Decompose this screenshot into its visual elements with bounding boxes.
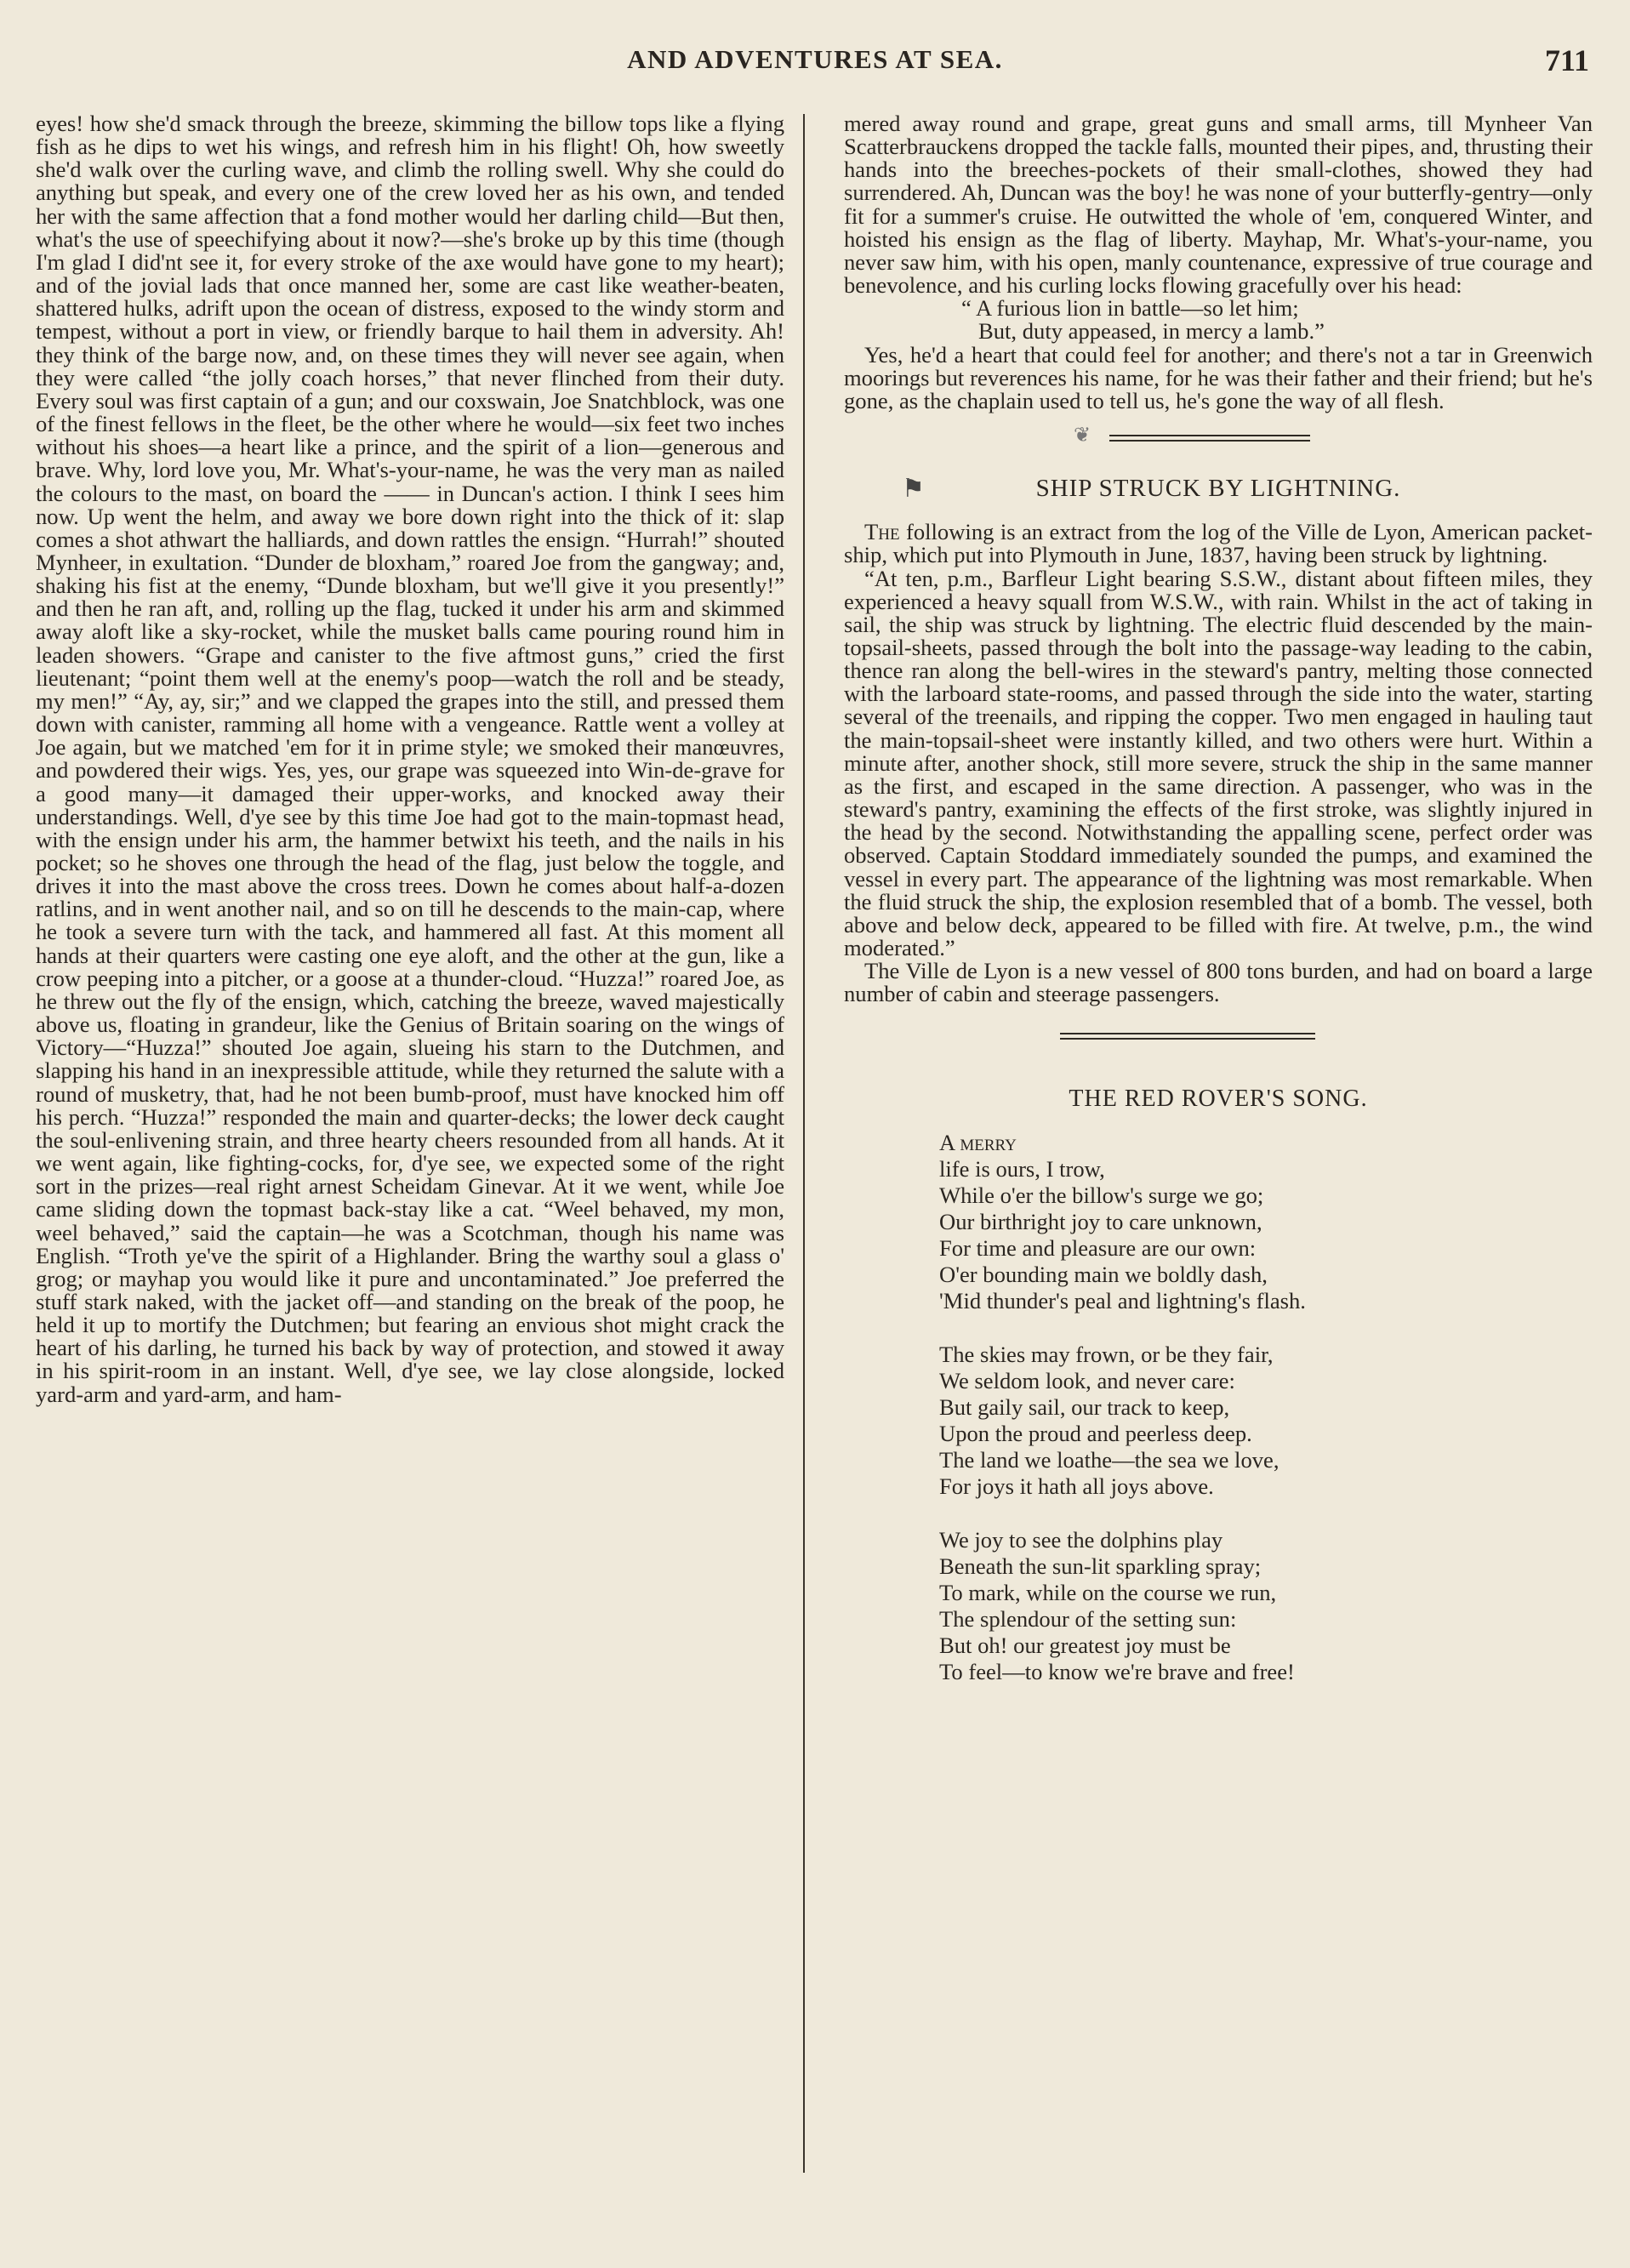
verse-quote [961,297,1593,343]
poem-line: Beneath the sun-lit sparkling spray; [939,1553,1262,1579]
poem-stanza [939,1342,1593,1500]
article-intro: The following is an extract from the log of the Ville de Lyon, American packet-ship, which put into Plymouth in June, 1837, having been struck by lightning. [844,519,1593,568]
lead-in-word: The [864,519,900,545]
article-heading: ⚑ SHIP STRUCK BY LIGHTNING. [902,475,1401,504]
poem-line: The land we loathe—the sea we love, [939,1446,1279,1473]
left-column [36,112,784,1406]
column-divider [803,114,805,2173]
poem-line: The splendour of the setting sun: [939,1605,1237,1632]
double-rule-divider [844,1031,1593,1045]
running-head [0,44,1630,82]
poem-line: 'Mid thunder's peal and lightning's flash. [939,1287,1306,1314]
poem-line: The skies may frown, or be they fair, [939,1341,1274,1367]
poem-title: THE RED ROVER'S SONG. [1069,1086,1368,1113]
poem-line: While o'er the billow's surge we go; [939,1182,1264,1208]
ornament-divider [844,425,1593,452]
poem-line: Upon the proud and peerless deep. [939,1420,1252,1446]
poem-stanza [939,1527,1593,1685]
poem-line: Our birthright joy to care unknown, [939,1208,1262,1234]
poem-stanza [939,1130,1593,1314]
log-extract: “At ten, p.m., Barfleur Light bearing S.S.W., distant about fifteen miles, they experienced a heavy squall from W.S.W., with rain. Whilst in the act of taking in sail, the ship was struck by lightning. The electric fluid descended by the main-topsail-sheets, passed through the bolt into the passage-way leading to the cabin, thence ran along the bell-wires in the steward's pantry, melting those connected with the larboard state-rooms, and passed through the side into the water, starting several of the treenails, and ripping the copper. Two men engaged in hauling taut the main-topsail-sheet were instantly killed, and two others were hurt. Within a minute after, another shock, still more severe, struck the ship in the same manner as the first, and escaped in the same direction. A passenger, who was in the steward's pantry, examining the effects of the first stroke, was slightly injured in the head by the second. Notwithstanding the appalling scene, perfect order was observed. Captain Stoddard immediately sounded the pumps, and examined the vessel in every part. The appearance of the lightning was most remarkable. When the fluid struck the ship, the explosion resembled that of a bomb. The vessel, both above and below deck, appeared to be filled with fire. At twelve, p.m., the wind moderated.” [844,565,1593,960]
verse-line: But, duty appeased, in mercy a lamb.” [978,318,1325,345]
poem-line: For joys it hath all joys above. [939,1473,1214,1499]
poem-line: We seldom look, and never care: [939,1367,1235,1393]
article-closing: The Ville de Lyon is a new vessel of 800 tons burden, and had on board a large number of cabin and steerage passengers. [844,958,1593,1007]
poem-line: To mark, while on the course we run, [939,1579,1277,1605]
poem-line: To feel—to know we're brave and free! [939,1658,1295,1684]
poem-line: O'er bounding main we boldly dash, [939,1261,1268,1287]
poem-line: For time and pleasure are our own: [939,1234,1257,1261]
story-continuation: mered away round and grape, great guns and small arms, till Mynheer Van Scatterbrauckens dropped the tackle falls, mounted their pipes, and, thrusting their hands into the breeches-pockets of their small-clothes, showed they had surrendered. Ah, Duncan was the boy! he was none of your butterfly-gentry—only fit for a summer's cruise. He outwitted the whole of 'em, conquered Winter, and hoisted his ensign as the flag of liberty. Mayhap, Mr. What's-your-name, you never saw him, with his open, manly countenance, expressive of true courage and benevolence, and his curling locks flowing gracefully over his head: [844,111,1593,299]
running-title: AND ADVENTURES AT SEA. [627,44,1003,74]
page-number: 711 [1544,43,1589,77]
poem-line: A merry life is ours, I trow, [939,1130,1593,1182]
decorative-glyph-icon: ⚑ [902,475,926,504]
story-paragraph: eyes! how she'd smack through the breeze, skimming the billow tops like a flying fish as he dips to wet his wings, and refresh him in his flight! Oh, how sweetly she'd walk over the curling wave, and climb the rolling swell. Why she could do anything but speak, and every one of the crew loved her as his own, and tended her with the same affection that a fond mother would her darling child—But then, what's the use of speechifying about it now?—she's broke up by this time (though I'm glad I did'nt see it, for every stroke of the axe would have gone to my heart); and of the jovial lads that once manned her, some are cast like weather-beaten, shattered hulks, adrift upon the ocean of distress, exposed to the windy storm and tempest, without a port in view, or friendly barque to hail them in adversity. Ah! they think of the barge now, and, on these times they will never see again, when they were called “the jolly coach horses,” that never flinched from their duty. Every soul was first captain of a gun; and our coxswain, Joe Snatchblock, was one of the finest fellows in the fleet, be the other where he would—six feet two inches without his shoes—a heart like a prince, and the spirit of a lion—generous and brave. Why, lord love you, Mr. What's-your-name, he was the very man as nailed the colours to the mast, on board the —— in Duncan's action. I think I sees him now. Up went the helm, and away we bore down right into the thick of it: slap comes a shot athwart the halliards, and down rattles the ensign. “Hurrah!” shouted Mynheer, in exultation. “Dunder de bloxham,” roared Joe from the gangway; and, shaking his fist at the enemy, “Dunde bloxham, but we'll give it you presently!” and then he ran aft, and, rolling up the flag, tucked it under his arm and skimmed away aloft like a sky-rocket, while the musket balls came pouring round him in leaden showers. “Grape and canister to the five aftmost guns,” cried the first lieutenant; “point them well at the enemy's poop—watch the roll and be steady, my men!” “Ay, ay, sir;” and we clapped the grapes into the still, and pressed them down with canister, ramming all home with a vengeance. Rattle went a volley at Joe again, but we matched 'em for it in prime style; we smoked their manœuvres, and powdered their wigs. Yes, yes, our grape was squeezed into Win-de-grave for a good many—it damaged their upper-works, and knocked away their understandings. Well, d'ye see by this time Joe had got to the main-topmast head, with the ensign under his arm, the hammer betwixt his teeth, and the nails in his pocket; so he shoves one through the head of the flag, just below the toggle, and drives it into the mast above the cross trees. Down he comes about half-a-dozen ratlins, and in went another nail, and so on till he descends to the main-cap, where he took a severe turn with the tack, and hammered all fast. At this moment all hands at their quarters were casting one eye aloft, and the other at the gun, like a crow peeping into a pitcher, or a goose at a thunder-cloud. “Huzza!” roared Joe, as he threw out the fly of the ensign, which, catching the breeze, waved majestically above us, floating in grandeur, like the Genius of Britain soaring on the wings of Victory—“Huzza!” shouted Joe again, slueing his starn to the Dutchmen, and slapping his hand in an inexpressible attitude, while they returned the salute with a round of musketry, that, had he not been bumb-proof, must have knocked him off his perch. “Huzza!” responded the main and quarter-decks; the lower deck caught the soul-enlivening strain, and three hearty cheers resounded from all hands. At it we went again, like fighting-cocks, for, d'ye see, we expected some of the right sort in the prizes—real right arnest Scheidam Ginevar. At it we went, while Joe came sliding down the topmast back-stay like a cat. “Weel behaved, my mon, weel behaved,” said the captain—he was a Scotchman, though his name was English. “Troth ye've the spirit of a Highlander. Bring the warthy soul a glass o' grog; or mayhap you would like it pure and uncontaminated.” Joe preferred the stuff stark naked, with the jacket off—and standing on the break of the poop, he held it up to mortify the Dutchmen; but fearing an envious shot might crack the heart of his darling, he turned his back by way of protection, and stowed it away in his spirit-room in an instant. Well, d'ye see, we lay close alongside, locked yard-arm and yard-arm, and ham- [36,111,784,1407]
poem-line: But gaily sail, our track to keep, [939,1393,1230,1420]
flourish-icon: ❦ [1074,425,1091,447]
verse-line: “ A furious lion in battle—so let him; [961,295,1299,322]
story-ending: Yes, he'd a heart that could feel for another; and there's not a tar in Greenwich moorings but reverences his name, for he was their father and their friend; but he's gone, as the chaplain used to tell us, he's gone the way of all flesh. [844,341,1593,413]
lead-in-word: A merry [939,1129,1017,1155]
poem-line: We joy to see the dolphins play [939,1526,1223,1553]
poem-line: But oh! our greatest joy must be [939,1632,1231,1658]
right-column [844,112,1593,1712]
